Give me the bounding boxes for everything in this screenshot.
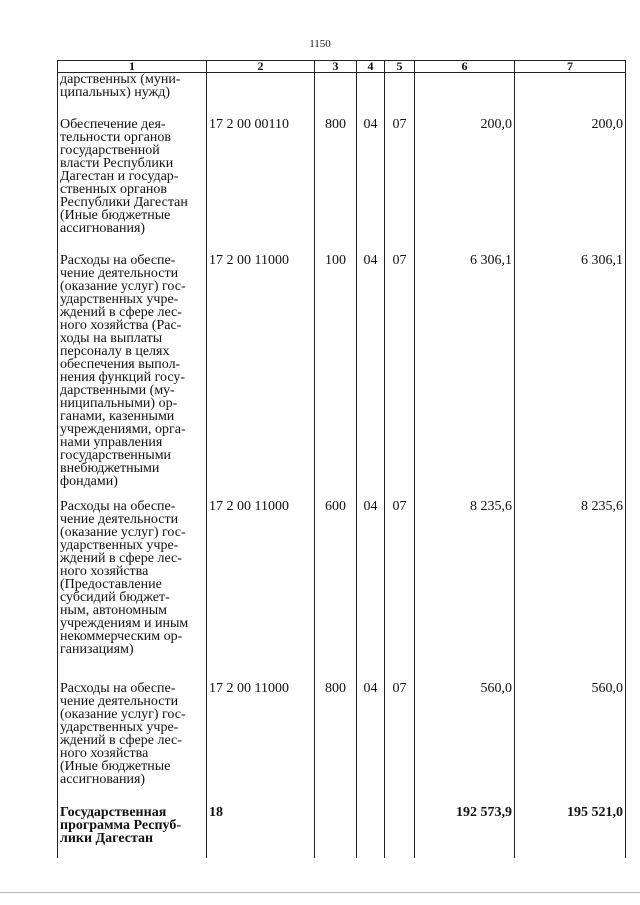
row-col4: 04 bbox=[357, 118, 385, 254]
row-value-col6: 560,0 bbox=[415, 682, 515, 806]
row-code: 18 bbox=[207, 806, 315, 858]
table-row bbox=[58, 73, 626, 119]
row-col5: 07 bbox=[385, 118, 415, 254]
row-col5: 07 bbox=[385, 682, 415, 806]
column-header: 6 bbox=[415, 61, 515, 73]
row-name: Расходы на обеспе- чение деятельности (оказание услуг) гос- ударственных учре- ждений в сфере лес- ного хозяйства (Рас- ходы на выплаты персоналу в целях обеспечения выпол- нения функций госу- дарственными (му- ниципальными) ор- ганами, казенными учреждениями, орга- нами управления государственными внебюджетными фондами) bbox=[58, 254, 207, 500]
row-name: Расходы на обеспе- чение деятельности (оказание услуг) гос- ударственных учре- ждений в сфере лес- ного хозяйства (Предоставление субсидий бюджет- ным, автономным учреждениям и иным некоммерческим ор- ганизациям) bbox=[58, 500, 207, 682]
table-row bbox=[58, 118, 626, 254]
row-code bbox=[207, 73, 315, 119]
row-col3 bbox=[315, 73, 357, 119]
row-col5: 07 bbox=[385, 254, 415, 500]
row-col5: 07 bbox=[385, 500, 415, 682]
row-col3: 600 bbox=[315, 500, 357, 682]
row-value-col7: 560,0 bbox=[515, 682, 626, 806]
budget-table bbox=[57, 60, 626, 858]
row-name: Обеспечение дея- тельности органов государственной власти Республики Дагестан и государ- ственных органов Республики Дагестан (Иные бюджетные ассигнования) bbox=[58, 118, 207, 254]
row-value-col7: 8 235,6 bbox=[515, 500, 626, 682]
row-col4 bbox=[357, 806, 385, 858]
row-col3: 800 bbox=[315, 682, 357, 806]
row-value-col7 bbox=[515, 73, 626, 119]
row-name: дарственных (муни- ципальных) нужд) bbox=[58, 73, 207, 119]
row-name: Расходы на обеспе- чение деятельности (оказание услуг) гос- ударственных учре- ждений в сфере лес- ного хозяйства (Иные бюджетные ассигнования) bbox=[58, 682, 207, 806]
row-value-col7: 195 521,0 bbox=[515, 806, 626, 858]
column-header: 5 bbox=[385, 61, 415, 73]
table-row-total bbox=[58, 806, 626, 858]
row-col4 bbox=[357, 73, 385, 119]
row-value-col6 bbox=[415, 73, 515, 119]
page-edge-divider bbox=[0, 892, 640, 893]
row-value-col7: 6 306,1 bbox=[515, 254, 626, 500]
table-row bbox=[58, 254, 626, 500]
table-header-row bbox=[58, 61, 626, 73]
page-number: 1150 bbox=[309, 38, 331, 50]
row-code: 17 2 00 11000 bbox=[207, 682, 315, 806]
column-header: 7 bbox=[515, 61, 626, 73]
column-header: 4 bbox=[357, 61, 385, 73]
column-header: 3 bbox=[315, 61, 357, 73]
row-value-col6: 6 306,1 bbox=[415, 254, 515, 500]
row-value-col6: 8 235,6 bbox=[415, 500, 515, 682]
row-col3 bbox=[315, 806, 357, 858]
row-code: 17 2 00 11000 bbox=[207, 500, 315, 682]
row-col4: 04 bbox=[357, 500, 385, 682]
row-value-col7: 200,0 bbox=[515, 118, 626, 254]
row-col3: 800 bbox=[315, 118, 357, 254]
row-col5 bbox=[385, 73, 415, 119]
row-code: 17 2 00 11000 bbox=[207, 254, 315, 500]
row-col4: 04 bbox=[357, 682, 385, 806]
table-row bbox=[58, 500, 626, 682]
row-col5 bbox=[385, 806, 415, 858]
table-row bbox=[58, 682, 626, 806]
column-header: 2 bbox=[207, 61, 315, 73]
row-name: Государственная программа Респуб- лики Дагестан bbox=[58, 806, 207, 858]
row-value-col6: 200,0 bbox=[415, 118, 515, 254]
row-code: 17 2 00 00110 bbox=[207, 118, 315, 254]
row-col3: 100 bbox=[315, 254, 357, 500]
row-value-col6: 192 573,9 bbox=[415, 806, 515, 858]
column-header: 1 bbox=[58, 61, 207, 73]
row-col4: 04 bbox=[357, 254, 385, 500]
